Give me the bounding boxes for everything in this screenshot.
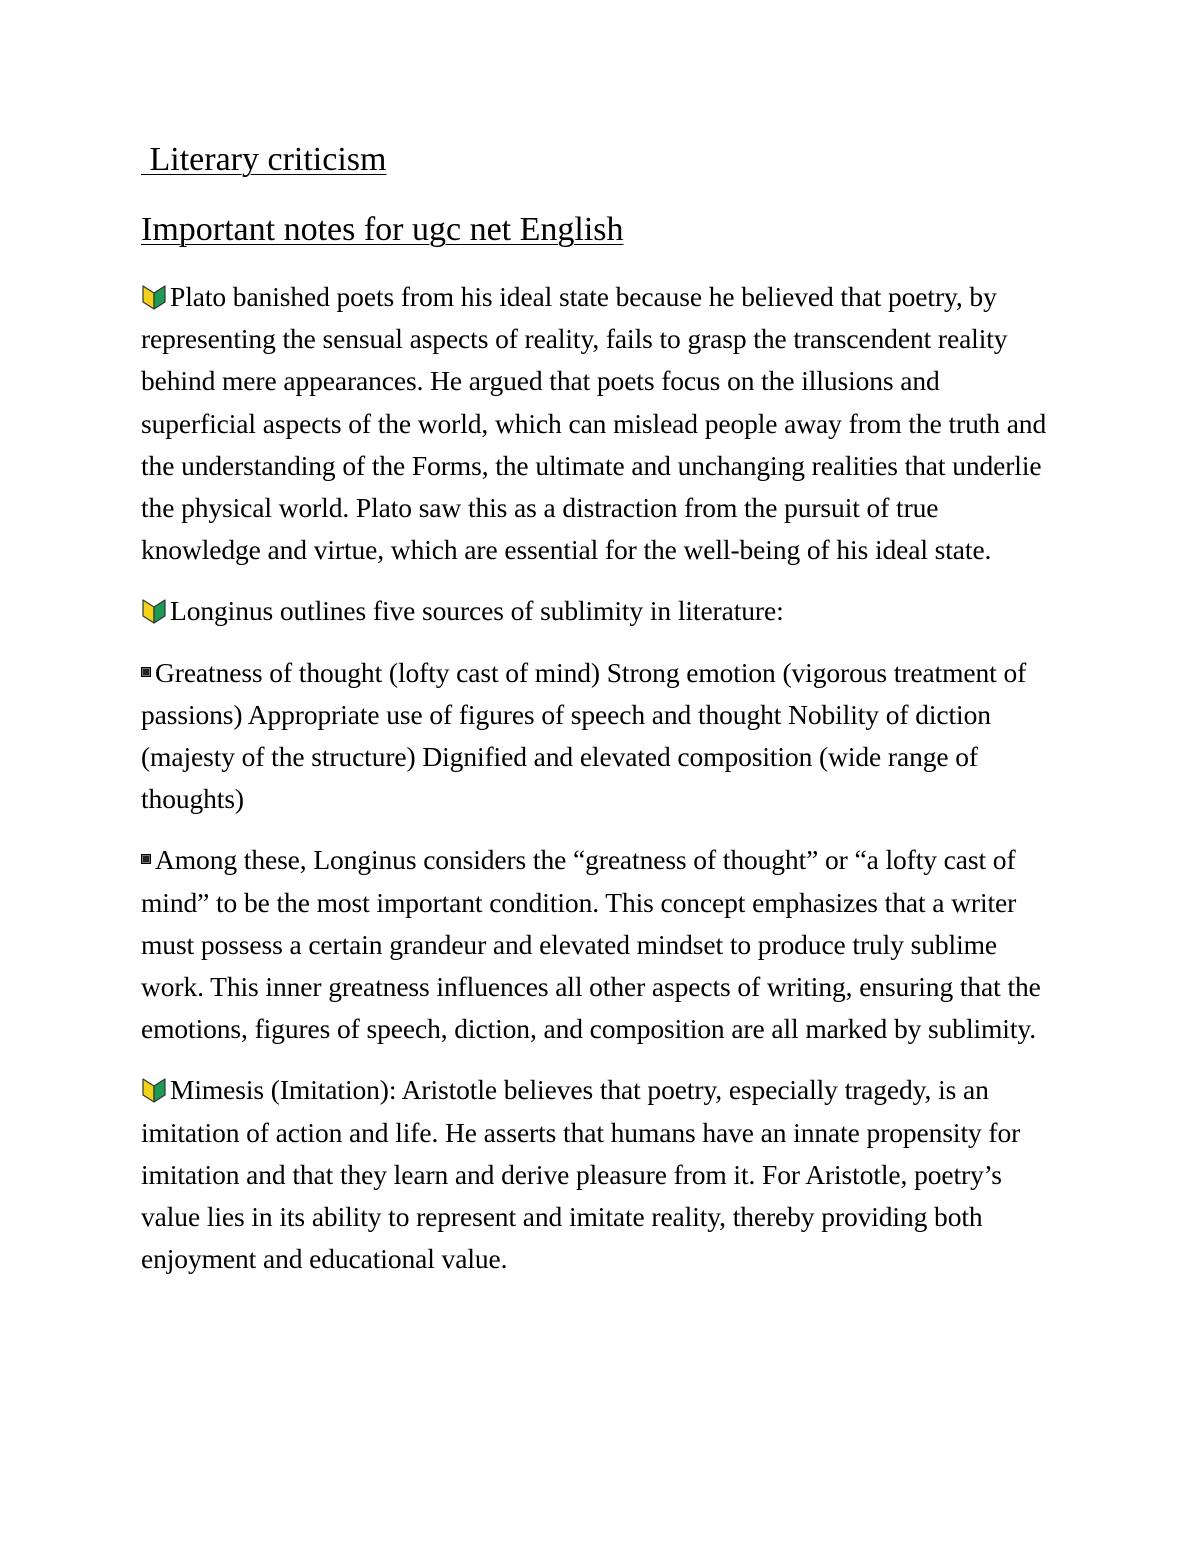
- paragraph-text: Mimesis (Imitation): Aristotle believes that poetry, especially tragedy, is an imitation of action and life. He asserts that humans have an innate propensity for imitation and that they learn and derive pleasure from it. For Aristotle, poetry’s value lies in its ability to represent and imitate reality, thereby providing both enjoyment and educational value.: [141, 1074, 1021, 1275]
- paragraph-plato: [141, 276, 1061, 571]
- beginner-leaf-icon: [141, 596, 167, 624]
- square-bullet-icon: [141, 854, 151, 864]
- paragraph-text: Among these, Longinus considers the “greatness of thought” or “a lofty cast of mind” to be the most important condition. This concept emphasizes that a writer must possess a certain grandeur and elevated mindset to produce truly sublime work. This inner greatness influences all other aspects of writing, ensuring that the emotions, figures of speech, diction, and composition are all marked by sublimity.: [141, 844, 1041, 1045]
- subtitle-block: [141, 210, 1061, 250]
- paragraph-greatness: [141, 839, 1061, 1050]
- document-subtitle: Important notes for ugc net English: [141, 211, 624, 248]
- document-page: [141, 140, 1061, 1299]
- paragraph-text: Plato banished poets from his ideal state because he believed that poetry, by representing the sensual aspects of reality, fails to grasp the transcendent reality behind mere appearances. He argued that poets focus on the illusions and superficial aspects of the world, which can mislead people away from the truth and the understanding of the Forms, the ultimate and unchanging realities that underlie the physical world. Plato saw this as a distraction from the pursuit of true knowledge and virtue, which are essential for the well-being of his ideal state.: [141, 281, 1047, 566]
- paragraph-mimesis: [141, 1069, 1061, 1280]
- document-title: Literary criticism: [141, 141, 387, 178]
- paragraph-longinus-intro: [141, 590, 1061, 632]
- paragraph-text: Longinus outlines five sources of sublimity in literature:: [170, 595, 784, 627]
- square-bullet-icon: [141, 667, 151, 677]
- paragraph-five-sources: [141, 652, 1061, 821]
- paragraph-text: Greatness of thought (lofty cast of mind) Strong emotion (vigorous treatment of passions) Appropriate use of figures of speech and thought Nobility of diction (majesty of the structure) Dignified and elevated composition (wide range of thoughts): [141, 656, 1027, 815]
- beginner-leaf-icon: [141, 282, 167, 310]
- beginner-leaf-icon: [141, 1075, 167, 1103]
